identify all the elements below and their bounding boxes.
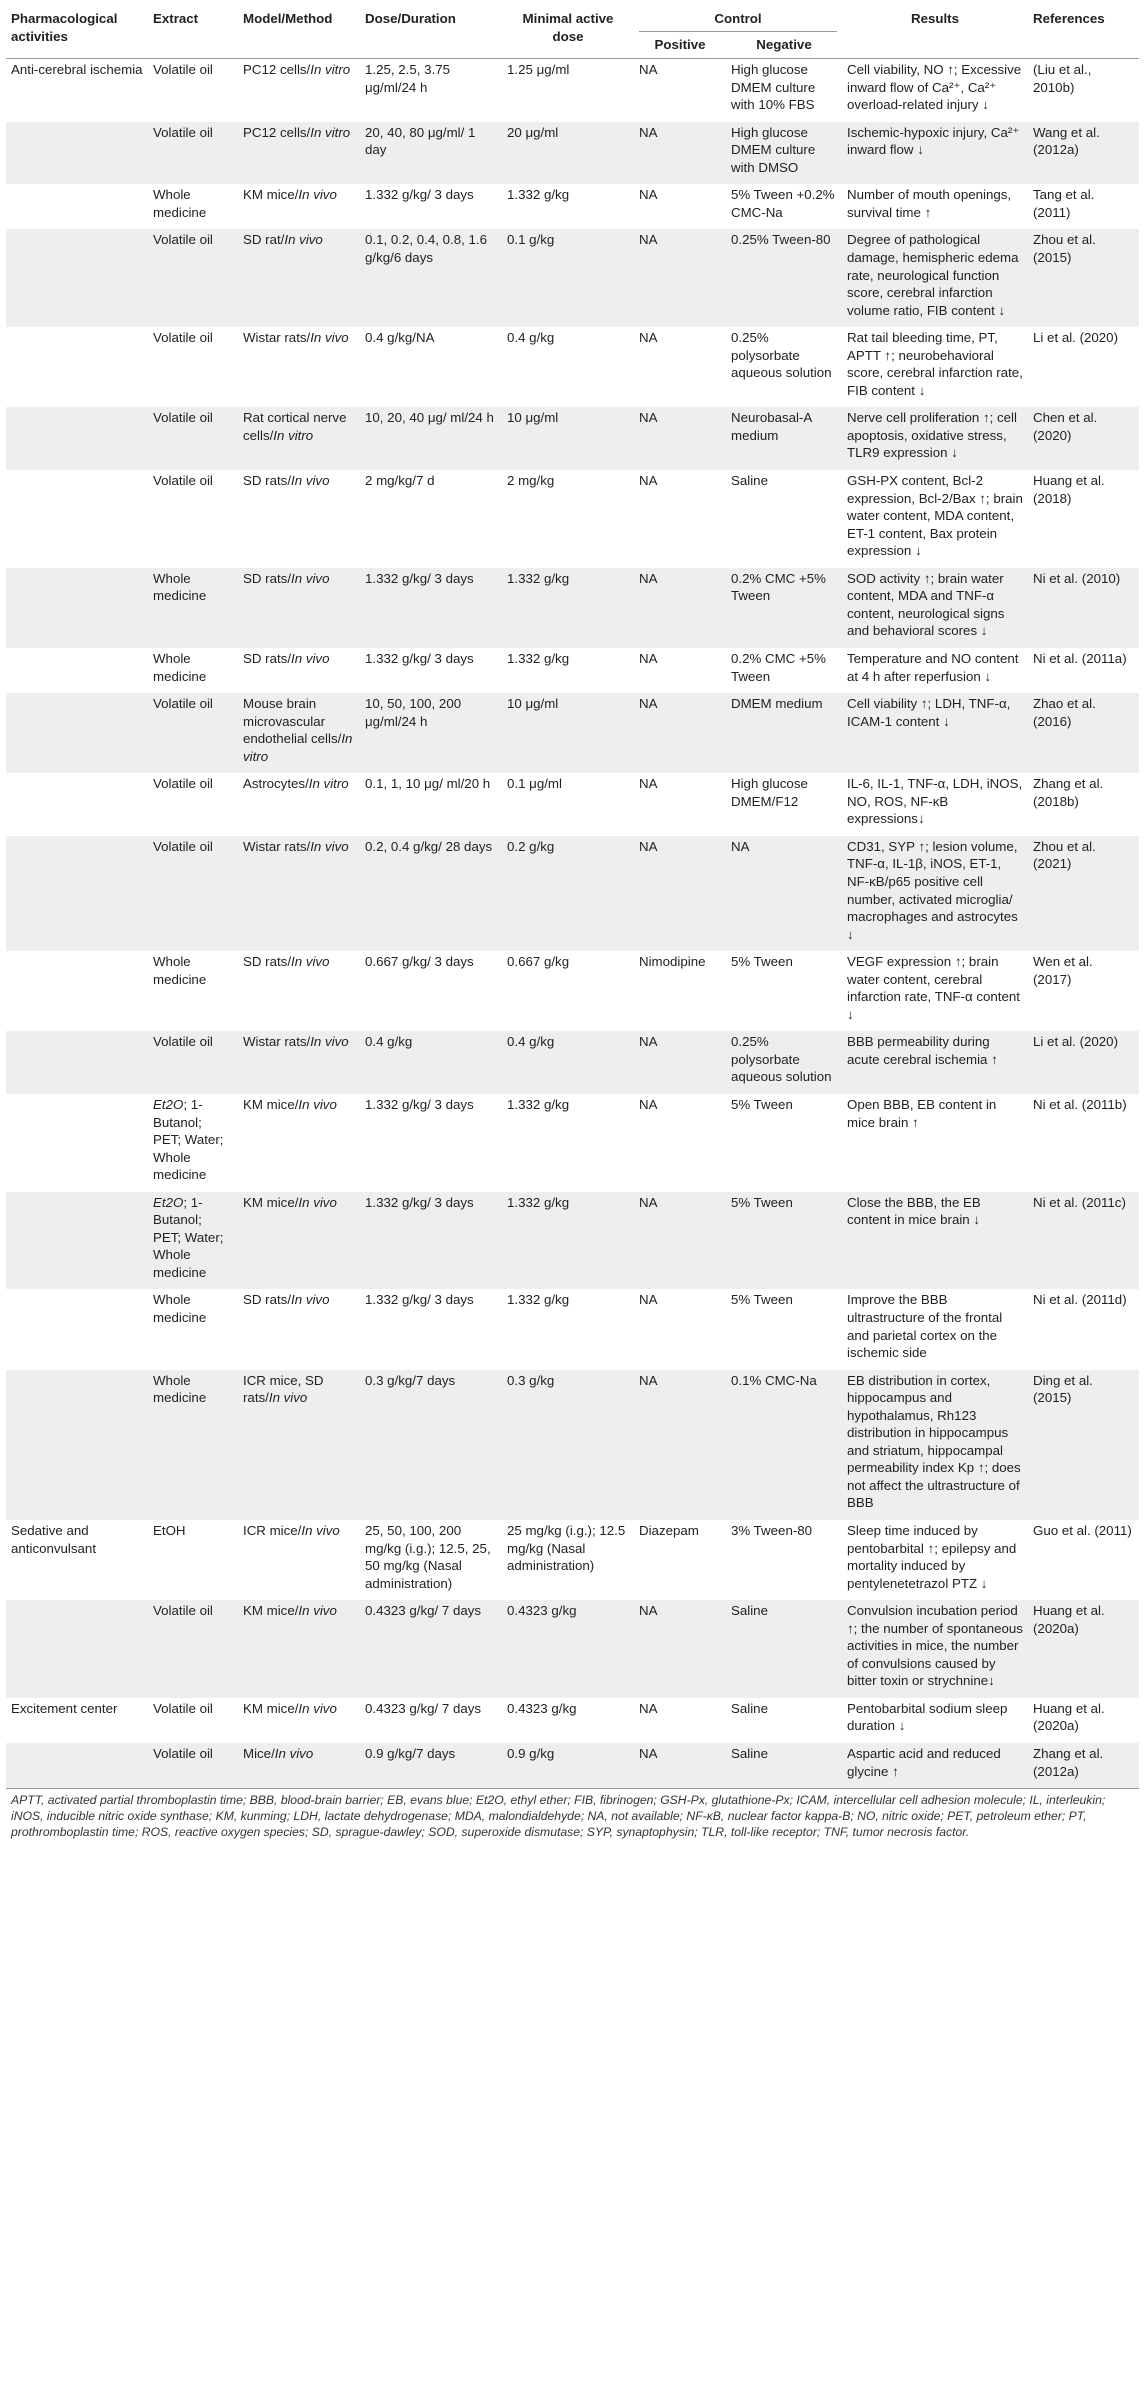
negative-control-cell: 5% Tween +0.2% CMC-Na — [731, 187, 835, 220]
model-text: PC12 cells/ — [243, 62, 311, 78]
model-type: In vivo — [268, 1390, 308, 1406]
model-type: In vitro — [310, 124, 351, 140]
activity-cell — [6, 1370, 148, 1520]
positive-control-cell: NA — [639, 1700, 658, 1716]
positive-control-cell: NA — [639, 187, 658, 203]
results-cell: Improve the BBB ultrastructure of the frontal and parietal cortex on the ischemic side — [847, 1292, 1003, 1361]
activity-cell — [6, 122, 148, 185]
results-cell: Open BBB, EB content in mice brain ↑ — [847, 1096, 997, 1130]
model-cell — [238, 1031, 360, 1094]
activity-cell — [6, 1743, 148, 1789]
table-row — [6, 951, 1139, 1031]
model-text: KM mice/ — [243, 1096, 299, 1112]
negative-control-cell: 0.25% polysorbate aqueous solution — [731, 330, 832, 381]
dose-cell: 0.1, 0.2, 0.4, 0.8, 1.6 g/kg/6 days — [360, 229, 502, 327]
model-cell — [238, 1094, 360, 1192]
activity-cell — [6, 229, 148, 327]
header-minimal-dose: Minimal active dose — [502, 6, 634, 59]
table-row — [6, 648, 1139, 693]
results-cell: Aspartic acid and reduced glycine ↑ — [842, 1743, 1028, 1789]
positive-control-cell: NA — [639, 650, 658, 666]
header-negative: Negative — [726, 34, 842, 59]
activity-cell — [6, 773, 148, 836]
dose-cell: 0.4323 g/kg/ 7 days — [365, 1700, 482, 1716]
table-row — [6, 1094, 1139, 1192]
model-text: Rat cortical nerve cells/ — [243, 410, 347, 443]
header-dose: Dose/Duration — [360, 6, 502, 59]
results-cell: Cell viability, NO ↑; Excessive inward flow of Ca²⁺, Ca²⁺ overload-related injury ↓ — [847, 62, 1022, 113]
positive-control-cell: NA — [634, 1743, 726, 1789]
negative-control-cell: High glucose DMEM culture with DMSO — [726, 122, 842, 185]
positive-control-cell: NA — [639, 330, 658, 346]
minimal-dose-cell: 0.4323 g/kg — [502, 1600, 634, 1698]
positive-control-cell: NA — [639, 1292, 658, 1308]
dose-cell: 10, 50, 100, 200 μg/ml/24 h — [360, 693, 502, 773]
results-cell: SOD activity ↑; brain water content, MDA and TNF-α content, neurological signs and behavioral scores ↓ — [842, 568, 1028, 648]
model-cell — [238, 1520, 360, 1600]
results-cell: EB distribution in cortex, hippocampus and hypothalamus, Rh123 distribution in hippocampus and striatum, hippocampal permeability index Kp ↑; does not affect the ultrastructure of BBB — [842, 1370, 1028, 1520]
negative-control-cell: High glucose DMEM/F12 — [731, 776, 808, 809]
extract-cell: Volatile oil — [148, 1600, 238, 1698]
table-row — [6, 59, 1139, 122]
positive-control-cell: NA — [634, 568, 726, 648]
model-type: In vivo — [291, 954, 330, 970]
extract-cell: Whole medicine — [153, 187, 207, 220]
activity-cell — [6, 568, 148, 648]
header-control — [634, 6, 842, 34]
model-text: ICR mice, SD rats/ — [243, 1372, 324, 1406]
model-text: SD rats/ — [243, 473, 292, 489]
model-cell — [238, 184, 360, 229]
results-cell: Convulsion incubation period ↑; the number of spontaneous activities in mice, the number of convulsions caused by bitter toxin or strychnine↓ — [842, 1600, 1028, 1698]
results-cell: IL-6, IL-1, TNF-α, LDH, iNOS, NO, ROS, NF-κB expressions↓ — [847, 776, 1023, 827]
dose-cell: 1.332 g/kg/ 3 days — [365, 1292, 474, 1308]
extract-cell: Whole medicine — [148, 568, 238, 648]
positive-control-cell: NA — [634, 693, 726, 773]
model-cell — [238, 122, 360, 185]
negative-control-cell: 5% Tween — [731, 1096, 793, 1112]
reference-cell: Ni et al. (2010) — [1028, 568, 1139, 648]
model-type: In vitro — [310, 62, 351, 78]
model-type: In vitro — [273, 427, 314, 443]
activity-cell — [6, 1289, 148, 1369]
negative-control-cell: Saline — [731, 1700, 768, 1716]
model-type: In vivo — [284, 232, 323, 248]
reference-cell: Chen et al. (2020) — [1028, 407, 1139, 470]
model-text: SD rat/ — [243, 232, 285, 248]
dose-cell: 0.4 g/kg — [360, 1031, 502, 1094]
table-row — [6, 184, 1139, 229]
header-references: References — [1028, 6, 1139, 59]
reference-cell: Wang et al. (2012a) — [1028, 122, 1139, 185]
dose-cell: 25, 50, 100, 200 mg/kg (i.g.); 12.5, 25, 50 mg/kg (Nasal administration) — [365, 1523, 491, 1591]
model-text: PC12 cells/ — [243, 124, 311, 140]
table-body — [6, 59, 1139, 1789]
reference-cell: Ni et al. (2011a) — [1033, 650, 1127, 666]
reference-cell: Huang et al. (2018) — [1033, 473, 1105, 506]
model-cell — [238, 836, 360, 951]
reference-cell: Ni et al. (2011c) — [1028, 1192, 1139, 1290]
model-text: KM mice/ — [243, 1194, 299, 1210]
reference-cell: (Liu et al., 2010b) — [1033, 62, 1092, 95]
model-text: Mice/ — [243, 1746, 275, 1762]
model-text: Mouse brain microvascular endothelial cells/ — [243, 696, 342, 747]
extract-et2o: Et2O — [153, 1096, 184, 1112]
negative-control-cell: 0.2% CMC +5% Tween — [731, 650, 826, 684]
model-type: In vivo — [291, 650, 330, 666]
negative-control-cell: 5% Tween — [731, 1292, 793, 1308]
model-type: In vivo — [310, 1034, 349, 1050]
negative-control-cell: 5% Tween — [731, 954, 793, 970]
dose-cell: 0.667 g/kg/ 3 days — [365, 954, 474, 970]
extract-cell: EtOH — [153, 1523, 186, 1539]
reference-cell: Ni et al. (2011d) — [1033, 1292, 1127, 1308]
dose-cell: 0.4323 g/kg/ 7 days — [360, 1600, 502, 1698]
activity-cell: Sedative and anticonvulsant — [11, 1523, 97, 1556]
minimal-dose-cell: 0.1 g/kg — [502, 229, 634, 327]
positive-control-cell: NA — [634, 1192, 726, 1290]
table-row — [6, 1600, 1139, 1698]
table-row — [6, 1370, 1139, 1520]
dose-cell: 1.332 g/kg/ 3 days — [365, 1096, 474, 1112]
table-row — [6, 1520, 1139, 1600]
model-cell — [238, 407, 360, 470]
model-type: In vivo — [301, 1523, 340, 1539]
dose-cell: 0.2, 0.4 g/kg/ 28 days — [360, 836, 502, 951]
negative-control-cell: 0.25% polysorbate aqueous solution — [726, 1031, 842, 1094]
reference-cell: Li et al. (2020) — [1033, 330, 1119, 346]
model-text: Wistar rats/ — [243, 838, 311, 854]
minimal-dose-cell: 0.9 g/kg — [502, 1743, 634, 1789]
dose-cell: 1.332 g/kg/ 3 days — [360, 568, 502, 648]
extract-cell: Volatile oil — [148, 693, 238, 773]
extract-cell: Volatile oil — [148, 122, 238, 185]
model-type: In vivo — [298, 187, 337, 203]
dose-cell: 1.332 g/kg/ 3 days — [360, 1192, 502, 1290]
positive-control-cell: NA — [639, 473, 658, 489]
minimal-dose-cell: 2 mg/kg — [507, 473, 555, 489]
extract-cell: Volatile oil — [153, 473, 213, 489]
model-cell — [238, 773, 360, 836]
results-cell: BBB permeability during acute cerebral ischemia ↑ — [842, 1031, 1028, 1094]
minimal-dose-cell: 1.332 g/kg — [507, 1096, 570, 1112]
results-cell: Degree of pathological damage, hemispheric edema rate, neurological function score, cerebral infarction volume ratio, FIB content ↓ — [842, 229, 1028, 327]
table-row — [6, 836, 1139, 951]
model-cell — [238, 1698, 360, 1743]
table-row — [6, 122, 1139, 185]
positive-control-cell: NA — [639, 62, 658, 78]
negative-control-cell: 0.25% Tween-80 — [726, 229, 842, 327]
model-type: In vivo — [298, 1603, 337, 1619]
header-activity: Pharmacological activities — [6, 6, 148, 59]
table-footnote: APTT, activated partial thromboplastin time; BBB, blood-brain barrier; EB, evans blue; Et2O, ethyl ether; FIB, fibrinogen; GSH-Px, glutathione-Px; ICAM, intercellular cell adhesion molecule; IL, interleukin; iNOS, inducible nitric oxide synthase; KM, kunming; LDH, lactate dehydrogenase; MDA, malondialdehyde; NA, not available; NF-κB, nuclear factor kappa-B; NO, nitric oxide; PET, petroleum ether; PT, prothromboplastin time; ROS, reactive oxygen species; SD, sprague-dawley; SOD, superoxide dismutase; SYP, synaptophysin; TLR, toll-like receptor; TNF, tumor necrosis factor. — [11, 1793, 1106, 1840]
positive-control-cell: NA — [634, 1031, 726, 1094]
reference-cell: Zhou et al. (2015) — [1028, 229, 1139, 327]
negative-control-cell: NA — [726, 836, 842, 951]
model-cell — [238, 693, 360, 773]
reference-cell: Guo et al. (2011) — [1033, 1523, 1132, 1539]
activity-cell — [6, 648, 148, 693]
minimal-dose-cell: 10 μg/ml — [502, 407, 634, 470]
table-row — [6, 693, 1139, 773]
extract-cell: Whole medicine — [153, 954, 207, 987]
table-row — [6, 1743, 1139, 1789]
dose-cell: 2 mg/kg/7 d — [365, 473, 435, 489]
table-row — [6, 470, 1139, 568]
header-results: Results — [842, 6, 1028, 59]
model-cell — [238, 327, 360, 407]
reference-cell: Zhang et al. (2012a) — [1028, 1743, 1139, 1789]
table-row — [6, 1698, 1139, 1743]
reference-cell: Zhao et al. (2016) — [1028, 693, 1139, 773]
minimal-dose-cell: 0.667 g/kg — [507, 954, 570, 970]
model-text: KM mice/ — [243, 1700, 299, 1716]
model-text: KM mice/ — [243, 187, 299, 203]
results-cell: Close the BBB, the EB content in mice brain ↓ — [842, 1192, 1028, 1290]
reference-cell: Huang et al. (2020a) — [1033, 1700, 1105, 1734]
minimal-dose-cell: 0.2 g/kg — [502, 836, 634, 951]
activity-cell: Anti-cerebral ischemia — [11, 62, 143, 78]
results-cell: Ischemic-hypoxic injury, Ca²⁺ inward flow ↓ — [842, 122, 1028, 185]
model-cell — [238, 1289, 360, 1369]
negative-control-cell: Saline — [726, 1743, 842, 1789]
activity-cell — [6, 951, 148, 1031]
model-cell — [238, 951, 360, 1031]
reference-cell: Zhang et al. (2018b) — [1033, 776, 1104, 809]
activity-cell — [6, 327, 148, 407]
dose-cell: 20, 40, 80 μg/ml/ 1 day — [360, 122, 502, 185]
model-cell — [238, 568, 360, 648]
positive-control-cell: NA — [634, 836, 726, 951]
model-text: Astrocytes/ — [243, 776, 309, 792]
minimal-dose-cell: 20 μg/ml — [502, 122, 634, 185]
extract-et2o: Et2O — [153, 1194, 184, 1210]
activity-cell — [6, 1600, 148, 1698]
table-row — [6, 568, 1139, 648]
minimal-dose-cell: 0.1 μg/ml — [507, 776, 562, 792]
extract-cell: Volatile oil — [148, 229, 238, 327]
model-type: In vivo — [298, 1096, 337, 1112]
results-cell: GSH-PX content, Bcl-2 expression, Bcl-2/Bax ↑; brain water content, MDA content, ET-1 content, Bax protein expression ↓ — [847, 473, 1023, 559]
header-positive: Positive — [634, 34, 726, 59]
reference-cell: Wen et al. (2017) — [1033, 954, 1093, 987]
model-text: KM mice/ — [243, 1603, 299, 1619]
activity-cell — [6, 470, 148, 568]
extract-cell: Volatile oil — [148, 836, 238, 951]
dose-cell: 1.332 g/kg/ 3 days — [365, 187, 474, 203]
minimal-dose-cell: 1.332 g/kg — [507, 1292, 570, 1308]
dose-cell: 0.4 g/kg/NA — [365, 330, 435, 346]
results-cell: VEGF expression ↑; brain water content, cerebral infarction rate, TNF-α content ↓ — [847, 954, 1020, 1022]
table-row — [6, 773, 1139, 836]
model-type: In vivo — [291, 570, 330, 586]
extract-cell: Volatile oil — [148, 407, 238, 470]
positive-control-cell: Nimodipine — [639, 954, 706, 970]
extract-cell: Et2O; 1-Butanol; PET; Water; Whole medicine — [148, 1192, 238, 1290]
positive-control-cell: NA — [634, 1600, 726, 1698]
table-row — [6, 1031, 1139, 1094]
activity-cell — [6, 1094, 148, 1192]
model-text: Wistar rats/ — [243, 1034, 311, 1050]
positive-control-cell: NA — [639, 776, 658, 792]
model-type: In vivo — [310, 330, 349, 346]
reference-cell: Ding et al. (2015) — [1028, 1370, 1139, 1520]
minimal-dose-cell: 1.332 g/kg — [502, 1192, 634, 1290]
model-type: In vivo — [291, 1292, 330, 1308]
model-cell — [238, 470, 360, 568]
pharmacology-table — [6, 6, 1139, 1789]
positive-control-cell: Diazepam — [639, 1523, 699, 1539]
table-row — [6, 1289, 1139, 1369]
model-text: SD rats/ — [243, 1292, 292, 1308]
model-cell — [238, 1192, 360, 1290]
model-text: SD rats/ — [243, 650, 292, 666]
negative-control-cell: 0.1% CMC-Na — [726, 1370, 842, 1520]
minimal-dose-cell: 1.332 g/kg — [502, 568, 634, 648]
negative-control-cell: 0.2% CMC +5% Tween — [726, 568, 842, 648]
extract-cell: Volatile oil — [153, 1700, 213, 1716]
header-control-label: Control — [714, 11, 762, 26]
model-text: ICR mice/ — [243, 1523, 302, 1539]
results-cell: Nerve cell proliferation ↑; cell apoptosis, oxidative stress, TLR9 expression ↓ — [842, 407, 1028, 470]
activity-cell — [6, 1031, 148, 1094]
extract-cell: Volatile oil — [153, 62, 213, 78]
minimal-dose-cell: 1.332 g/kg — [507, 650, 570, 666]
minimal-dose-cell: 10 μg/ml — [502, 693, 634, 773]
activity-cell: Excitement center — [11, 1700, 118, 1716]
activity-cell — [6, 1192, 148, 1290]
results-cell: Rat tail bleeding time, PT, APTT ↑; neurobehavioral score, cerebral infarction rate, FIB content ↓ — [847, 330, 1023, 398]
results-cell: CD31, SYP ↑; lesion volume, TNF-α, IL-1β, iNOS, ET-1, NF-κB/p65 positive cell number, activated microglia/ macrophages and astrocytes ↓ — [842, 836, 1028, 951]
extract-cell: Et2O; 1-Butanol; PET; Water; Whole medicine — [153, 1096, 224, 1183]
extract-cell: Volatile oil — [153, 776, 213, 792]
positive-control-cell: NA — [634, 229, 726, 327]
reference-cell: Zhou et al. (2021) — [1028, 836, 1139, 951]
minimal-dose-cell: 1.25 μg/ml — [507, 62, 570, 78]
model-type: In vivo — [310, 838, 349, 854]
negative-control-cell: Saline — [726, 1600, 842, 1698]
results-cell: Sleep time induced by pentobarbital ↑; epilepsy and mortality induced by pentylenetetrazol PTZ ↓ — [847, 1523, 1017, 1591]
model-type: In vivo — [298, 1700, 337, 1716]
table-row — [6, 1192, 1139, 1290]
model-cell — [238, 1370, 360, 1520]
minimal-dose-cell: 1.332 g/kg — [507, 187, 570, 203]
header-extract: Extract — [148, 6, 238, 59]
model-type: In vivo — [291, 473, 330, 489]
model-type: In vitro — [308, 776, 349, 792]
positive-control-cell: NA — [639, 1096, 658, 1112]
positive-control-cell: NA — [634, 122, 726, 185]
negative-control-cell: High glucose DMEM culture with 10% FBS — [731, 62, 816, 113]
reference-cell: Tang et al. (2011) — [1033, 187, 1095, 220]
extract-cell: Volatile oil — [148, 1031, 238, 1094]
negative-control-cell: 5% Tween — [726, 1192, 842, 1290]
table-row — [6, 327, 1139, 407]
dose-cell: 0.3 g/kg/7 days — [360, 1370, 502, 1520]
header-control-divider — [639, 31, 837, 32]
extract-cell: Volatile oil — [148, 1743, 238, 1789]
model-type: In vivo — [298, 1194, 337, 1210]
model-text: SD rats/ — [243, 954, 292, 970]
model-type: In vitro — [243, 731, 353, 764]
header-model: Model/Method — [238, 6, 360, 59]
positive-control-cell: NA — [634, 1370, 726, 1520]
model-text: Wistar rats/ — [243, 330, 311, 346]
minimal-dose-cell: 0.4323 g/kg — [507, 1700, 577, 1716]
model-cell — [238, 1743, 360, 1789]
table-row — [6, 229, 1139, 327]
activity-cell — [6, 184, 148, 229]
results-cell: Cell viability ↑; LDH, TNF-α, ICAM-1 content ↓ — [842, 693, 1028, 773]
dose-cell: 0.9 g/kg/7 days — [360, 1743, 502, 1789]
minimal-dose-cell: 0.4 g/kg — [502, 1031, 634, 1094]
table-row — [6, 407, 1139, 470]
results-cell: Temperature and NO content at 4 h after reperfusion ↓ — [847, 650, 1019, 684]
dose-cell: 10, 20, 40 μg/ ml/24 h — [360, 407, 502, 470]
extract-cell: Whole medicine — [153, 1292, 207, 1325]
table-header — [6, 6, 1139, 59]
negative-control-cell: 3% Tween-80 — [731, 1523, 813, 1539]
dose-cell: 1.332 g/kg/ 3 days — [365, 650, 474, 666]
model-cell — [238, 59, 360, 122]
reference-cell: Li et al. (2020) — [1028, 1031, 1139, 1094]
model-cell — [238, 1600, 360, 1698]
reference-cell: Huang et al. (2020a) — [1028, 1600, 1139, 1698]
dose-cell: 1.25, 2.5, 3.75 μg/ml/24 h — [365, 62, 451, 95]
model-text: SD rats/ — [243, 570, 292, 586]
model-cell — [238, 229, 360, 327]
minimal-dose-cell: 0.3 g/kg — [502, 1370, 634, 1520]
activity-cell — [6, 407, 148, 470]
model-cell — [238, 648, 360, 693]
activity-cell — [6, 693, 148, 773]
extract-cell: Volatile oil — [153, 330, 213, 346]
reference-cell: Ni et al. (2011b) — [1033, 1096, 1127, 1112]
negative-control-cell: DMEM medium — [726, 693, 842, 773]
extract-cell: Whole medicine — [153, 650, 207, 684]
minimal-dose-cell: 0.4 g/kg — [507, 330, 555, 346]
activity-cell — [6, 836, 148, 951]
dose-cell: 0.1, 1, 10 μg/ ml/20 h — [365, 776, 491, 792]
negative-control-cell: Saline — [731, 473, 768, 489]
minimal-dose-cell: 25 mg/kg (i.g.); 12.5 mg/kg (Nasal administration) — [507, 1523, 626, 1574]
extract-cell: Whole medicine — [148, 1370, 238, 1520]
positive-control-cell: NA — [634, 407, 726, 470]
results-cell: Pentobarbital sodium sleep duration ↓ — [847, 1700, 1008, 1734]
negative-control-cell: Neurobasal-A medium — [726, 407, 842, 470]
model-type: In vivo — [274, 1746, 314, 1762]
results-cell: Number of mouth openings, survival time ↑ — [847, 187, 1012, 220]
